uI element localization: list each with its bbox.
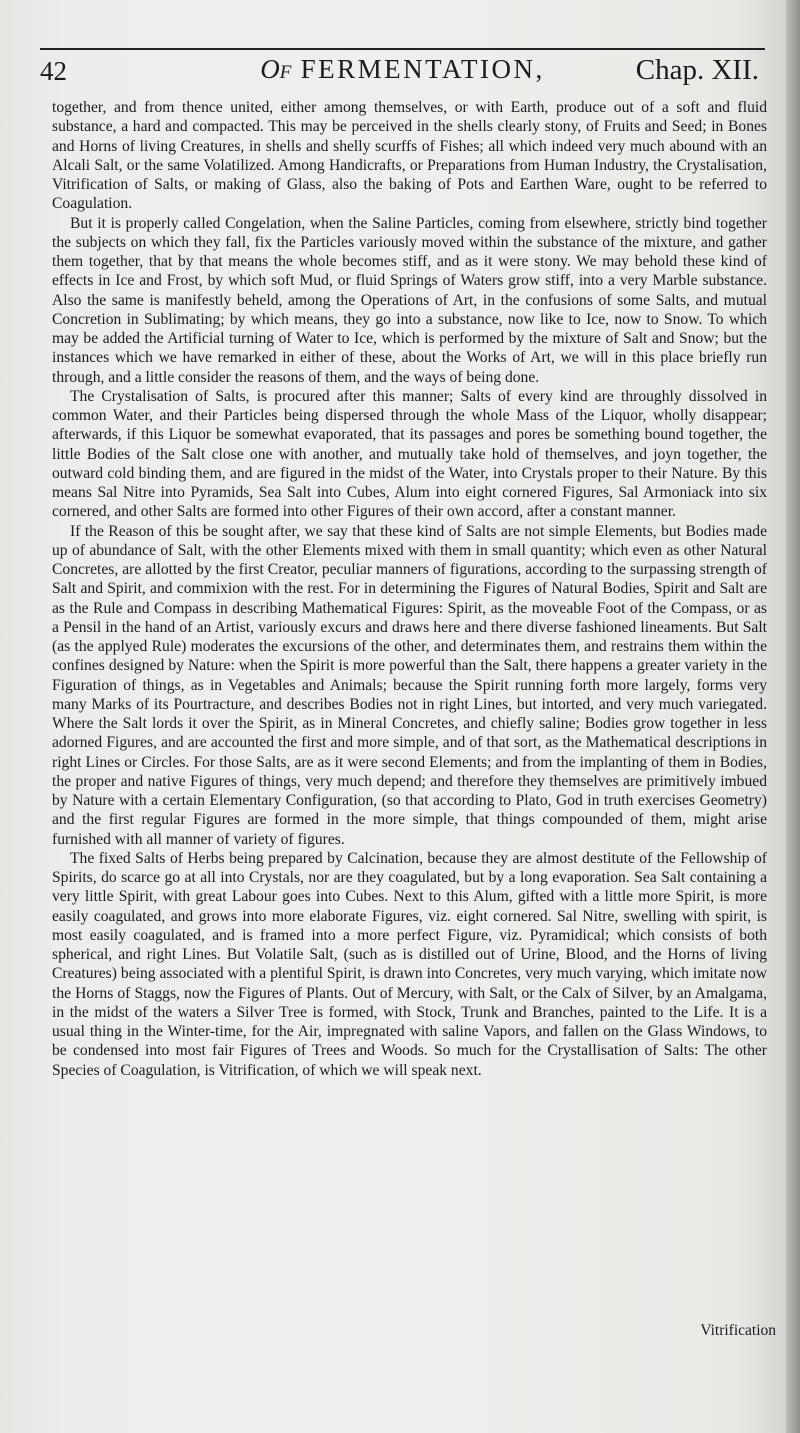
- paragraph-5: The fixed Salts of Herbs being prepared by Calcination, because they are almost destitute of the Fellowship of Spirits, do scarce go at all into Crystals, nor are they coagulated, but by a long evaporation. Sea Salt containing a very little Spirit, with great Labour goes into Cubes. Next to this Alum, gifted with a little more Spirit, is more easily coagulated, and grows into more elaborate Figures, viz. eight cornered. Sal Nitre, swelling with spirit, is most easily coagulated, and is framed into a more perfect Figure, viz. Pyramidical; which consists of both spherical, and right Lines. But Volatile Salt, (such as is distilled out of Urine, Blood, and the Horns of living Creatures) being associated with a plentiful Spirit, is drawn into Concretes, very much varying, which imitate now the Horns of Staggs, now the Figures of Plants. Out of Mercury, with Salt, or the Calx of Silver, by an Amalgama, in the midst of the waters a Silver Tree is formed, with Stock, Trunk and Branches, painted to the Life. It is a usual thing in the Winter-time, for the Air, impregnated with saline Vapors, and fallen on the Glass Windows, to be condensed into most fair Figures of Trees and Woods. So much for the Crystallisation of Salts: The other Species of Coagulation, is Vitrification, of which we will speak next.: [52, 849, 767, 1079]
- catchword: Vitrification: [700, 1322, 776, 1339]
- running-title-word: FERMENTATION,: [300, 54, 545, 84]
- chapter-label: Chap. XII.: [635, 54, 759, 86]
- header-rule: [40, 48, 765, 50]
- page-number: 42: [40, 56, 67, 86]
- page-spine-shadow: [786, 0, 800, 1433]
- running-header: [40, 52, 765, 94]
- paragraph-2: But it is properly called Congelation, when the Saline Particles, coming from elsewhere, strictly bind together the subjects on which they fall, fix the Particles variously moved within the substance of the mixture, and gather them together, that by that means the whole becomes stiff, and as it were stony. We may behold these kind of effects in Ice and Frost, by which soft Mud, or fluid Springs of Waters grow stiff, into a very Marble substance. Also the same is manifestly beheld, among the Operations of Art, in the confusions of some Salts, and mutual Concretion in Sublimating; by which means, they go into a substance, now like to Ice, now to Snow. To which may be added the Artificial turning of Water to Ice, which is performed by the mixture of Salt and Snow; but the instances which we have remarked in either of these, about the Works of Art, we will in this place briefly run through, and a little consider the reasons of them, and the ways of being done.: [52, 214, 767, 386]
- paragraph-3: The Crystalisation of Salts, is procured after this manner; Salts of every kind are throughly dissolved in common Water, and their Particles being dispersed through the whole Mass of the Liquor, wholly disappear; afterwards, if this Liquor be somewhat evaporated, that its passages and pores be something bound together, the little Bodies of the Salt close one with another, and mutually take hold of themselves, and joyn together, the outward cold binding them, and are figured in the midst of the Water, into Crystals proper to their Nature. By this means Sal Nitre into Pyramids, Sea Salt into Cubes, Alum into eight cornered Figures, Sal Armoniack into six cornered, and other Salts are formed into other Figures of their own accord, after a constant manner.: [52, 387, 767, 521]
- body-text: [52, 98, 767, 1080]
- running-title-prefix: Of: [260, 54, 292, 84]
- paragraph-4: If the Reason of this be sought after, we say that these kind of Salts are not simple Elements, but Bodies made up of abundance of Salt, with the other Elements mixed with them in small quantity; which even as other Natural Concretes, are allotted by the first Creator, peculiar manners of figurations, according to the surpassing strength of Salt and Spirit, and commixion with the rest. For in determining the Figures of Natural Bodies, Spirit and Salt are as the Rule and Compass in describing Mathematical Figures: Spirit, as the moveable Foot of the Compass, or as a Pensil in the hand of an Artist, variously excurs and draws here and there diverse fashioned lineaments. But Salt (as the applyed Rule) moderates the excursions of the other, and determinates them, and restrains them within the confines designed by Nature: when the Spirit is more powerful than the Salt, there happens a greater variety in the Figuration of things, as in Vegetables and Animals; because the Spirit running forth more largely, forms very many Marks of its Pourtracture, and describes Bodies not in right Lines, but intorted, and very much variegated. Where the Salt lords it over the Spirit, as in Mineral Concretes, and chiefly saline; Bodies grow together in less adorned Figures, and are accounted the first and more simple, and of that sort, as the Mathematical descriptions in right Lines or Circles. For those Salts, are as it were second Elements; and from the implanting of them in Bodies, the proper and native Figures of things, very much depend; and therefore they themselves are primitively imbued by Nature with a certain Elementary Configuration, (so that according to Plato, God in truth exercises Geometry) and the first regular Figures are formed in the more simple, that things compounded of them, might arise furnished with all manner of variety of figures.: [52, 522, 767, 848]
- paragraph-1: together, and from thence united, either among themselves, or with Earth, produce out of a soft and fluid substance, a hard and compacted. This may be perceived in the shells clearly stony, of Fruits and Seed; in Bones and Horns of living Creatures, in shells and shelly scurffs of Fishes; all which indeed very much abound with an Alcali Salt, or the same Volatilized. Among Handicrafts, or Preparations from Human Industry, the Crystalisation, Vitrification of Salts, or making of Glass, also the baking of Pots and Earthen Ware, ought to be referred to Coagulation.: [52, 99, 767, 213]
